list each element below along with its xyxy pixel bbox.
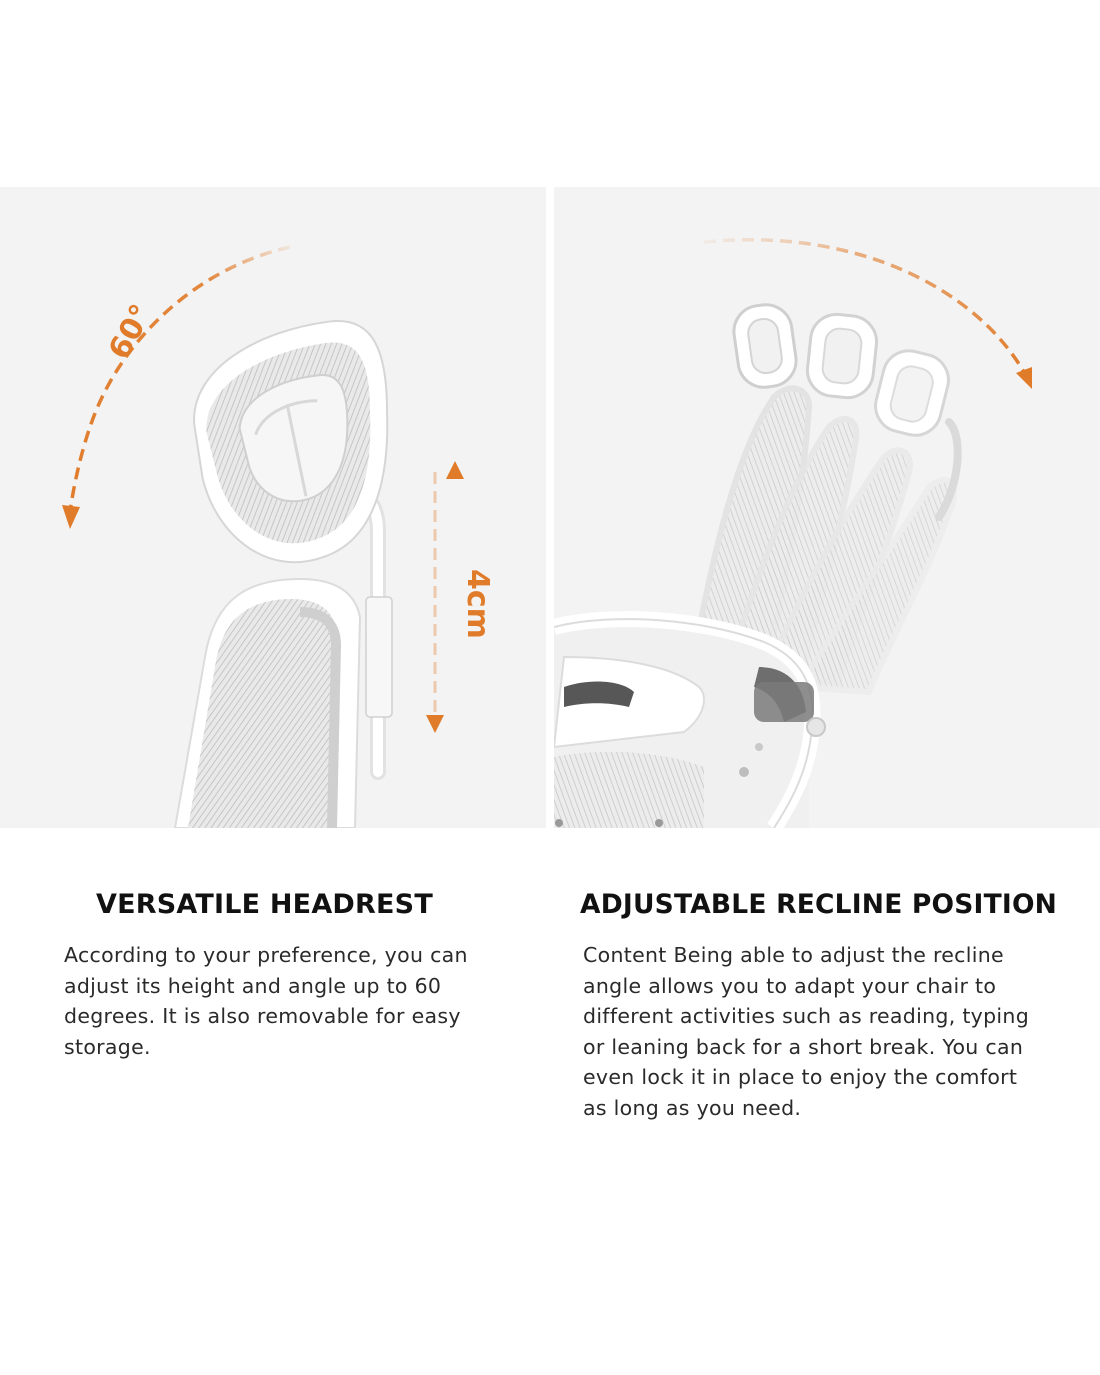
height-label: 4cm (460, 569, 495, 639)
description-line: or leaning back for a short break. You can (583, 1034, 1024, 1059)
chair-back (175, 579, 360, 828)
headrest-image-panel (0, 187, 546, 828)
recline-image-panel (554, 187, 1100, 828)
description-line: Content Being able to adjust the recline (583, 943, 1004, 967)
headrest-description (64, 940, 524, 1062)
recline-heading: ADJUSTABLE RECLINE POSITION (580, 889, 1058, 920)
description-line: different activities such as reading, typing (583, 1004, 1030, 1028)
height-arrow (426, 461, 464, 733)
angle-label: 60° (102, 298, 160, 366)
description-line: as long as you need. (583, 1095, 802, 1120)
description-line: angle allows you to adapt your chair to (583, 973, 997, 998)
headrest-pad (173, 310, 425, 582)
description-line: adjust its height and angle up to 60 (64, 973, 442, 998)
headrest-illustration (0, 187, 546, 828)
description-line: even lock it in place to enjoy the comfort (583, 1065, 1018, 1089)
headrest-heading: VERSATILE HEADREST (96, 889, 433, 920)
description-line: According to your preference, you can (64, 943, 468, 967)
recline-illustration (554, 187, 1100, 828)
description-line: degrees. It is also removable for easy (64, 1004, 461, 1028)
recline-description (583, 940, 1083, 1123)
description-line: storage. (64, 1034, 151, 1059)
chair-seat-frame (554, 619, 825, 828)
